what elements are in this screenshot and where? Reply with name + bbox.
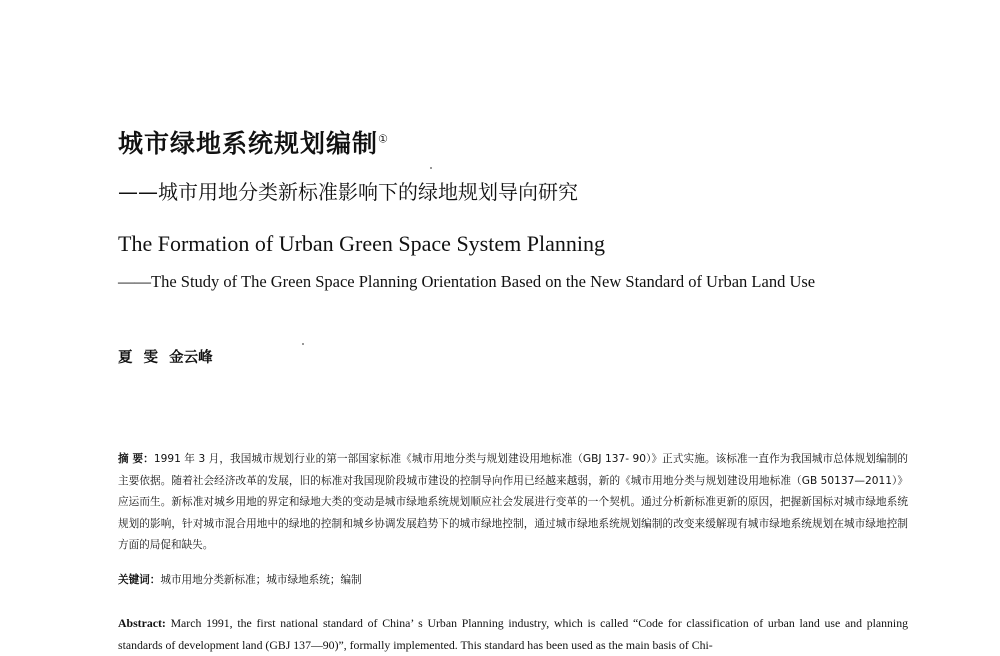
abstract-en-text: March 1991, the first national standard of China’ s Urban Planning industry, which is called “Code for classification of urban land use and planning standards of development land (GBJ 137—90)”, formally implemented. This standard has been used as the main basis of Chi- bbox=[118, 616, 909, 652]
scan-speck bbox=[302, 343, 304, 345]
paper-subtitle-cn: ——城市用地分类新标准影响下的绿地规划导向研究 bbox=[118, 180, 578, 204]
paper-subtitle-en: ——The Study of The Green Space Planning Orientation Based on the New Standard of Urban Land Use bbox=[118, 272, 816, 291]
keywords-cn bbox=[118, 570, 908, 591]
abstract-cn bbox=[118, 449, 908, 557]
footnote-marker: ① bbox=[378, 132, 389, 146]
abstract-cn-label: 摘 要： bbox=[118, 453, 154, 465]
authors: 夏 雯 金云峰 bbox=[118, 350, 213, 366]
keywords-cn-label: 关键词： bbox=[118, 574, 161, 586]
abstract-en-label: Abstract: bbox=[118, 616, 166, 630]
abstract-cn-text: 1991 年 3 月，我国城市规划行业的第一部国家标准《城市用地分类与规划建设用地标准（GBJ 137- 90）》正式实施。该标准一直作为我国城市总体规划编制的主要依据。随着社会经济改革的发展，旧的标准对我国现阶段城市建设的控制导向作用已经越来越弱，新的《城市用地分类与规划建设用地标准（GB 50137—2011）》应运而生。新标准对城乡用地的界定和绿地大类的变动是城市绿地系统规划顺应社会发展进行变革的一个契机。通过分析新标准更新的原因，把握新国标对城市绿地系统规划的影响，针对城市混合用地中的绿地的控制和城乡协调发展趋势下的城市绿地控制，通过城市绿地系统规划编制的改变来缓解现有城市绿地系统规划在城市绿地控制方面的局促和缺失。 bbox=[118, 453, 908, 551]
abstract-en bbox=[118, 612, 908, 656]
paper-title-cn-text: 城市绿地系统规划编制 bbox=[118, 129, 379, 158]
paper-title-en: The Formation of Urban Green Space System Planning bbox=[118, 231, 605, 256]
keywords-cn-text: 城市用地分类新标准；城市绿地系统；编制 bbox=[160, 574, 362, 586]
scan-speck bbox=[430, 167, 432, 169]
paper-title-cn bbox=[118, 124, 389, 160]
